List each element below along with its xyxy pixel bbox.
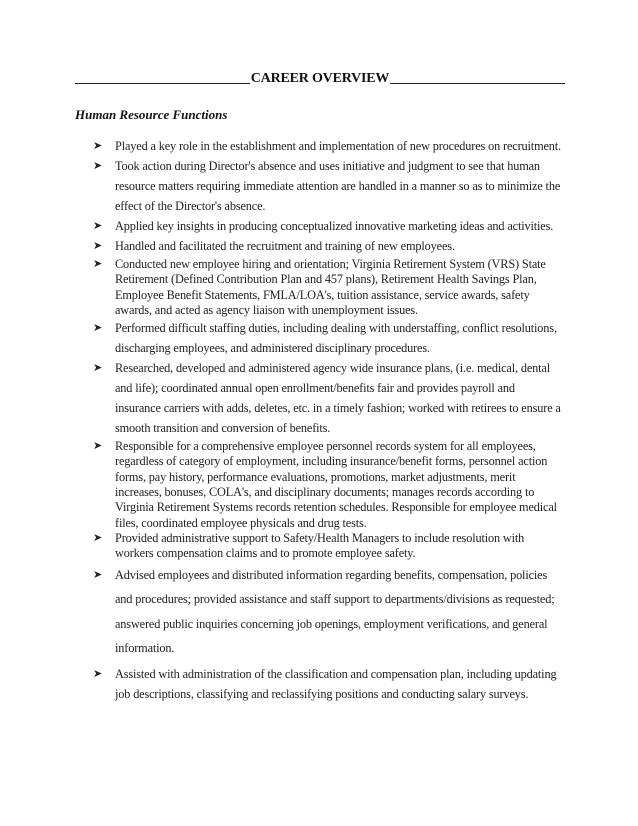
arrow-bullet-icon: ➤ xyxy=(93,240,103,252)
list-item: ➤ Responsible for a comprehensive employee personnel records system for all employees, regardless of category of employment, including insurance/benefit forms, personnel action forms, pay history, performance evaluations, promotions, market adjustments, merit increases, bonuses, COLA's, and disciplinary documents; manages records according to Virginia Retirement Systems records retention schedules. Responsible for employee medical files, coordinated employee physicals and drug tests. xyxy=(93,439,557,530)
list-item: ➤ Took action during Director's absence and uses initiative and judgment to see that human resource matters requiring immediate attention are handled in a manner so as to minimize the effect of the Director's absence. xyxy=(93,156,563,216)
list-item: ➤ Researched, developed and administered agency wide insurance plans, (i.e. medical, dental and life); coordinated annual open enrollment/benefits fair and provides payroll and insurance carriers with adds, deletes, etc. in a timely fashion; worked with retirees to ensure a smooth transition and conversion of benefits. xyxy=(93,358,563,438)
arrow-bullet-icon: ➤ xyxy=(93,440,103,453)
arrow-bullet-icon: ➤ xyxy=(93,160,103,172)
career-overview-heading xyxy=(75,71,565,87)
list-item: ➤ Advised employees and distributed information regarding benefits, compensation, policies and procedures; provided assistance and staff support to departments/divisions as requested; answered public inquiries concerning job openings, employment verifications, and general information. xyxy=(93,563,563,661)
list-item: ➤ Handled and facilitated the recruitment and training of new employees. xyxy=(93,236,563,256)
heading-rule-right xyxy=(390,83,565,84)
arrow-bullet-icon: ➤ xyxy=(93,140,103,152)
arrow-bullet-icon: ➤ xyxy=(93,220,103,232)
arrow-bullet-icon: ➤ xyxy=(93,258,103,270)
list-item: ➤ Performed difficult staffing duties, including dealing with understaffing, conflict resolutions, discharging employees, and administered disciplinary procedures. xyxy=(93,318,563,358)
list-item: ➤ Conducted new employee hiring and orientation; Virginia Retirement System (VRS) State Retirement (Defined Contribution Plan and 457 plans), Retirement Health Savings Plan, Employee Benefit Statements, FMLA/LOA's, tuition assistance, service awards, safety awards, and acted as agency liaison with unemployment issues. xyxy=(93,257,546,317)
list-item: ➤ Played a key role in the establishment and implementation of new procedures on recruitment. xyxy=(93,136,563,156)
arrow-bullet-icon: ➤ xyxy=(93,362,103,375)
responsibilities-list xyxy=(93,136,563,704)
arrow-bullet-icon: ➤ xyxy=(93,322,103,335)
arrow-bullet-icon: ➤ xyxy=(93,531,103,544)
list-item: ➤ Assisted with administration of the classification and compensation plan, including updating job descriptions, classifying and reclassifying positions and conducting salary surveys. xyxy=(93,664,563,704)
arrow-bullet-icon: ➤ xyxy=(93,667,103,680)
heading-rule-left xyxy=(75,83,250,84)
list-item: ➤ Provided administrative support to Safety/Health Managers to include resolution with workers compensation claims and to promote employee safety. xyxy=(93,530,525,561)
section-title: Human Resource Functions xyxy=(75,107,228,122)
list-item: ➤ Applied key insights in producing conceptualized innovative marketing ideas and activities. xyxy=(93,216,563,236)
arrow-bullet-icon: ➤ xyxy=(93,568,103,581)
heading-title: CAREER OVERVIEW xyxy=(250,71,390,86)
